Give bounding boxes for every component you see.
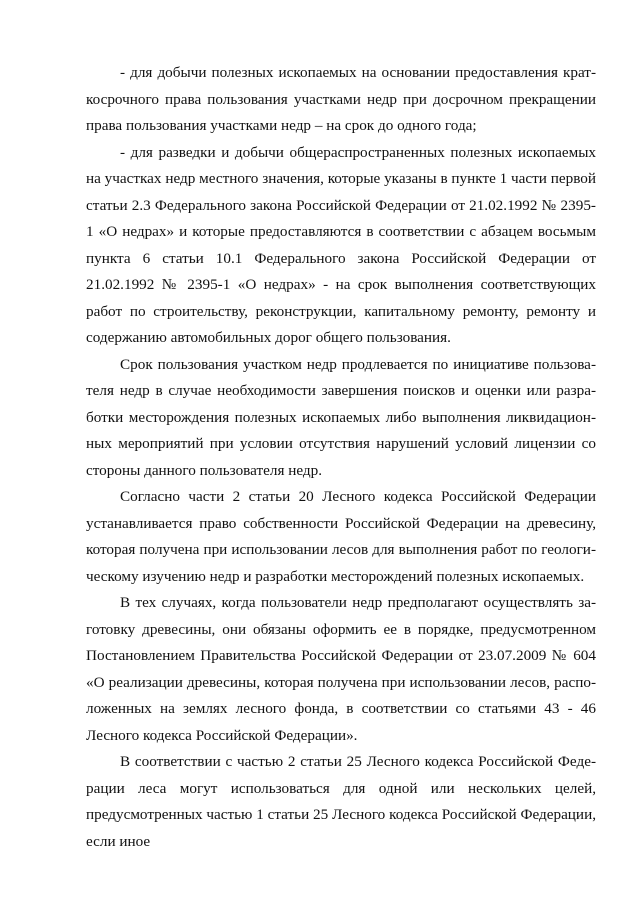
paragraph-forest-code-article-20: Согласно части 2 статьи 20 Лесного кодекса Российской Федерации устанавливается право собственности Российской Федерации на древесину, которая получена при использовании лесов для выполнения работ по геологическому изучению недр и разработки месторождений полезных ископаемых.: [86, 488, 596, 585]
paragraph-term-extension: Срок пользования участком недр продлевается по инициативе пользователя недр в случае необходимости завершения поисков и оценки или разработки месторождения полезных ископаемых либо выполнения ликвидационных мероприятий при условии отсутствия нарушений условий лицензии со стороны данного пользователя недр.: [86, 355, 596, 479]
paragraph-timber-harvesting: В тех случаях, когда пользователи недр предполагают осуществлять заготовку древесины, они обязаны оформить ее в порядке, предусмотренном Постановлением Правительства Российской Федерации от 23.07.2009 № 604 «О реализации древесины, которая получена при использовании лесов, расположенных на землях лесного фонда, в соответствии со статьями 43 - 46 Лесного кодекса Российской Федерации».: [86, 594, 596, 744]
document-page: [86, 60, 596, 855]
paragraph-short-term-mining: - для добычи полезных ископаемых на основании предоставления краткосрочного права пользования участками недр при досрочном прекращении права пользования участками недр – на срок до одного года;: [86, 64, 596, 134]
paragraph-forest-code-article-25: В соответствии с частью 2 статьи 25 Лесного кодекса Российской Федерации леса могут использоваться для одной или нескольких целей, предусмотренных частью 1 статьи 25 Лесного кодекса Российской Федерации, если иное: [86, 753, 596, 850]
paragraph-common-minerals: - для разведки и добычи общераспространенных полезных ископаемых на участках недр местного значения, которые указаны в пункте 1 части первой статьи 2.3 Федерального закона Российской Федерации от 21.02.1992 № 2395-1 «О недрах» и которые предоставляются в соответствии с абзацем восьмым пункта 6 статьи 10.1 Федерального закона Российской Федерации от 21.02.1992 № 2395-1 «О недрах» - на срок выполнения соответствующих работ по строительству, реконструкции, капитальному ремонту, ремонту и содержанию автомобильных дорог общего пользования.: [86, 143, 596, 346]
